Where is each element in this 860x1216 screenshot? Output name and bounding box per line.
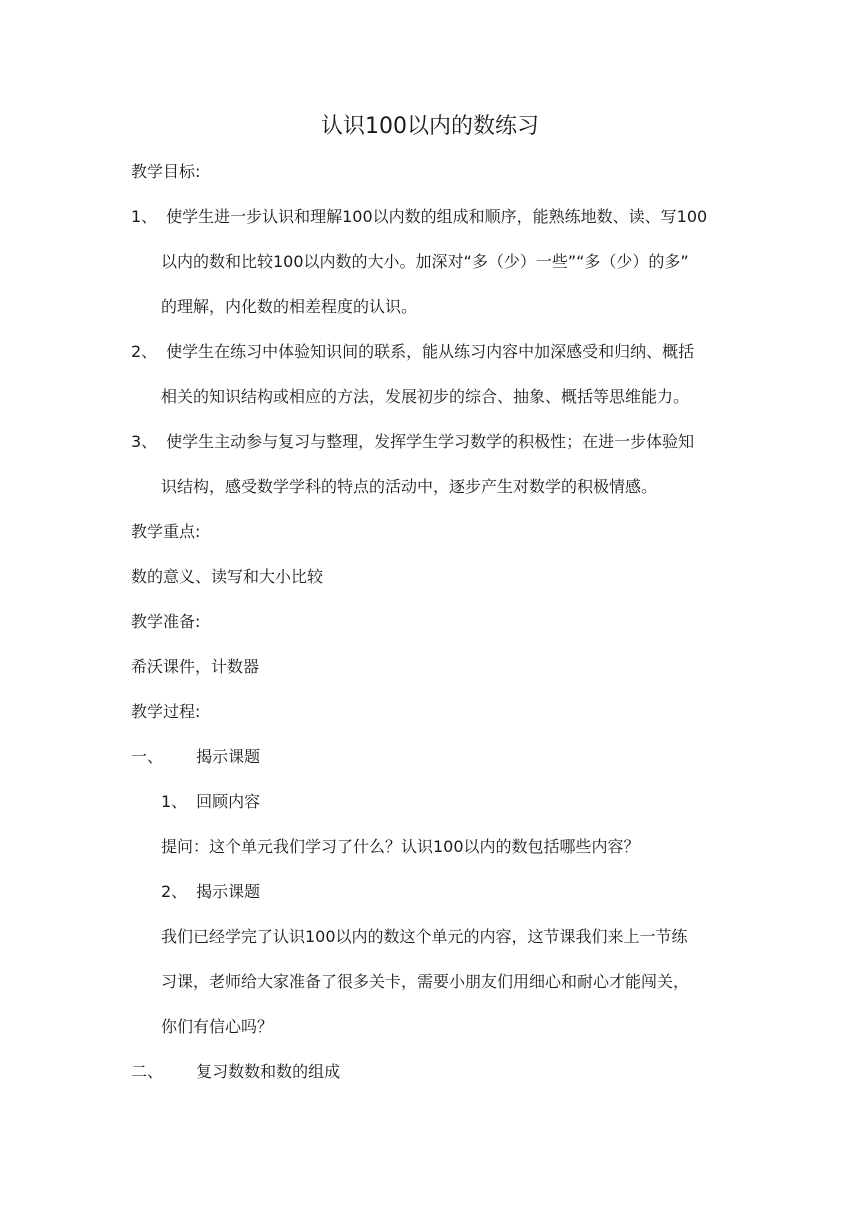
sub-1-text: 提问：这个单元我们学习了什么？认识100以内的数包括哪些内容？ — [161, 837, 640, 856]
key-heading: 教学重点: — [131, 522, 201, 541]
sub-1-heading — [161, 790, 260, 814]
goal-2-line-1 — [131, 340, 694, 364]
goal-2-text: 使学生在练习中体验知识间的联系，能从练习内容中加深感受和归纳、概括 — [166, 342, 695, 361]
goal-1-text: 使学生进一步认识和理解100以内数的组成和顺序，能熟练地数、读、写100 — [166, 207, 708, 226]
goal-1-line-1 — [131, 205, 707, 229]
goal-1-line-3: 的理解，内化数的相差程度的认识。 — [161, 297, 418, 316]
goal-3-line-1 — [131, 430, 694, 454]
document-title: 认识100以内的数练习 — [321, 114, 539, 139]
goal-3-line-2: 识结构，感受数学学科的特点的活动中，逐步产生对数学的积极情感。 — [161, 477, 658, 496]
goal-2-line-2: 相关的知识结构或相应的方法，发展初步的综合、抽象、概括等思维能力。 — [161, 387, 690, 406]
sub-2-title: 揭示课题 — [196, 882, 261, 901]
section-1-title: 揭示课题 — [196, 747, 261, 766]
goal-1-line-2: 以内的数和比较100以内数的大小。加深对“多（少）一些”“多（少）的多” — [161, 252, 689, 271]
prep-text: 希沃课件，计数器 — [131, 657, 260, 676]
sub-1-title: 回顾内容 — [196, 792, 261, 811]
sub-2-line-2: 习课，老师给大家准备了很多关卡，需要小朋友们用细心和耐心才能闯关， — [161, 972, 690, 991]
goal-2-number: 2、 — [131, 342, 158, 361]
section-1-number: 一、 — [131, 747, 164, 766]
sub-2-line-1: 我们已经学完了认识100以内的数这个单元的内容，这节课我们来上一节练 — [161, 927, 688, 946]
section-1-heading — [131, 745, 260, 769]
section-2-number: 二、 — [131, 1062, 164, 1081]
prep-heading: 教学准备: — [131, 612, 201, 631]
sub-1-number: 1、 — [161, 792, 188, 811]
sub-2-number: 2、 — [161, 882, 188, 901]
process-heading: 教学过程: — [131, 702, 201, 721]
sub-2-line-3: 你们有信心吗？ — [161, 1017, 274, 1036]
section-2-title: 复习数数和数的组成 — [196, 1062, 341, 1081]
goal-1-number: 1、 — [131, 207, 158, 226]
section-2-heading — [131, 1060, 340, 1084]
goals-heading: 教学目标: — [131, 162, 201, 181]
key-text: 数的意义、读写和大小比较 — [131, 567, 324, 586]
goal-3-number: 3、 — [131, 432, 158, 451]
sub-2-heading — [161, 880, 260, 904]
goal-3-text: 使学生主动参与复习与整理，发挥学生学习数学的积极性；在进一步体验知 — [166, 432, 695, 451]
